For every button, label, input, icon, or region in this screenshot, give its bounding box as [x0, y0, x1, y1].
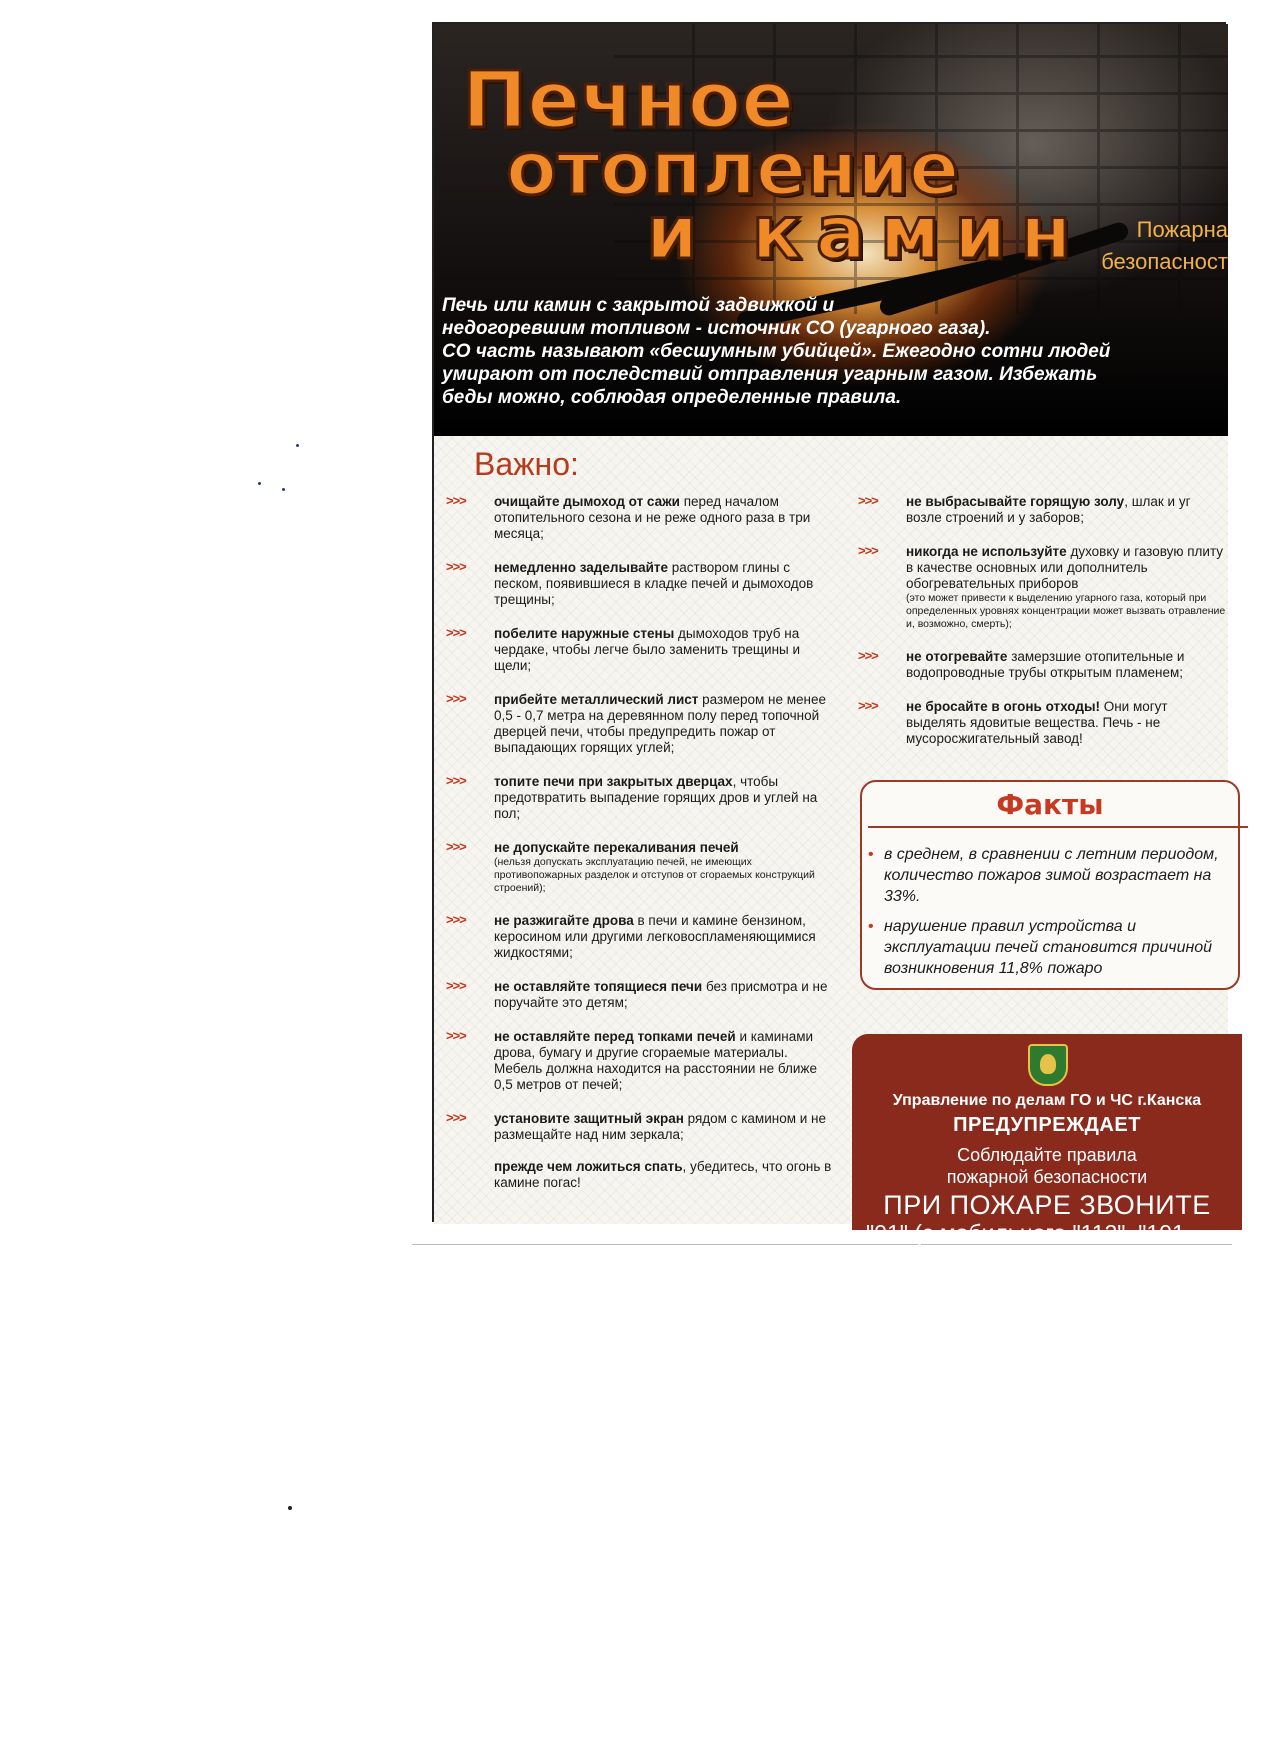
rule-item [442, 626, 832, 674]
bullet-dot-icon: • [868, 918, 874, 935]
rule-text: Они могут выделять ядовитые вещества. Печь - не мусоросжигательный завод! [906, 699, 1168, 746]
chevron-bullet-icon: >>> [446, 1110, 466, 1125]
intro-line: недогоревшим топливом - источник СО (угарного газа). [442, 318, 991, 339]
rule-emphasis: не допускайте перекаливания печей [494, 840, 739, 855]
rules-left-column [442, 494, 832, 1209]
title-line-1: Печное [462, 56, 795, 146]
facts-divider [868, 826, 1248, 828]
rule-item [442, 913, 832, 961]
rule-emphasis: установите защитный экран [494, 1111, 684, 1126]
chevron-bullet-icon: >>> [858, 698, 878, 713]
warning-fire-line: ПРИ ПОЖАРЕ ЗВОНИТЕ [883, 1190, 1211, 1220]
chevron-bullet-icon: >>> [446, 493, 466, 508]
rule-item [854, 544, 1228, 631]
title-line-3: и камин [646, 190, 1086, 276]
warning-call-to-action [852, 1144, 1242, 1188]
fact-item [868, 916, 1244, 979]
chevron-bullet-icon: >>> [858, 493, 878, 508]
scan-speck [288, 1506, 292, 1510]
subtitle-line-2: безопасност [1101, 249, 1228, 274]
rule-emphasis: не отогревайте [906, 649, 1008, 664]
city-emblem-icon [1028, 1044, 1068, 1086]
rule-emphasis: не оставляйте топящиеся печи [494, 979, 703, 994]
rule-item [442, 1111, 832, 1143]
rule-item [854, 699, 1228, 747]
rule-text: , шлак и уг возле строений и у заборов; [906, 494, 1191, 525]
rule-note: (это может привести к выделению угарного газа, который при определенных уровнях концентрации может вызвать отравление и, возможно, смерть); [906, 592, 1226, 630]
rule-emphasis: побелите наружные стены [494, 626, 675, 641]
emergency-phone-numbers: "01" (с мобильного "112", "101 [866, 1220, 1185, 1246]
intro-line: Печь или камин с закрытой задвижкой и [442, 295, 835, 316]
rule-text: раствором глины с песком, появившиеся в кладке печей и дымоходов трещины; [494, 560, 814, 607]
rule-item-final [442, 1159, 832, 1191]
hero-banner [434, 24, 1228, 436]
leaflet [432, 22, 1228, 1246]
facts-panel [860, 780, 1240, 990]
chevron-bullet-icon: >>> [446, 978, 466, 993]
rule-emphasis: прибейте металлический лист [494, 692, 699, 707]
chevron-bullet-icon: >>> [446, 912, 466, 927]
chevron-bullet-icon: >>> [446, 691, 466, 706]
scan-speck [282, 488, 285, 491]
intro-line: СО часть называют «бесшумным убийцей». Ежегодно сотни людей [442, 341, 1111, 362]
rule-text: без присмотра и не поручайте это детям; [494, 979, 828, 1010]
intro-line: беды можно, соблюдая определенные правила. [442, 387, 902, 408]
chevron-bullet-icon: >>> [446, 559, 466, 574]
fact-text: в среднем, в сравнении с летним периодом, количество пожаров зимой возрастает на 33%. [884, 846, 1219, 905]
rule-text: перед началом отопительного сезона и не реже одного раза в три месяца; [494, 494, 811, 541]
fact-text: нарушение правил устройства и эксплуатации печей становится причиной возникновения 11,8% пожаро [884, 918, 1213, 977]
title-line-2: отопление [506, 126, 960, 212]
rule-text: дымоходов труб на чердаке, чтобы легче было заменить трещины и щели; [494, 626, 801, 673]
rule-emphasis: не бросайте в огонь отходы! [906, 699, 1100, 714]
chevron-bullet-icon: >>> [446, 773, 466, 788]
rule-item [442, 1029, 832, 1093]
subtitle-line-1: Пожарна [1136, 217, 1228, 242]
rule-item [854, 649, 1228, 681]
warning-organization: Управление по делам ГО и ЧС г.Канска [892, 1092, 1202, 1109]
intro-text [442, 294, 1228, 409]
warning-heading: ПРЕДУПРЕЖДАЕТ [953, 1114, 1141, 1136]
rule-emphasis: топите печи при закрытых дверцах [494, 774, 733, 789]
chevron-bullet-icon: >>> [446, 625, 466, 640]
rule-emphasis: не оставляйте перед топками печей [494, 1029, 736, 1044]
fact-item [868, 844, 1244, 907]
rule-emphasis: никогда не используйте [906, 544, 1067, 559]
warning-call-line: пожарной безопасности [946, 1167, 1148, 1187]
scan-speck [258, 482, 261, 485]
rule-text: и каминами дрова, бумагу и другие сгораемые материалы. Мебель должна находится на расстоянии не ближе 0,5 метров от печей; [494, 1029, 817, 1092]
subtitle [1101, 214, 1228, 278]
chevron-bullet-icon: >>> [446, 839, 466, 854]
bullet-dot-icon: • [868, 846, 874, 863]
rules-right-column [854, 494, 1228, 765]
rule-text: размером не менее 0,5 - 0,7 метра на деревянном полу перед топочной дверцей печи, чтобы предупредить пожар от выпадающих горящих углей; [494, 692, 827, 755]
rule-text: в печи и камине бензином, керосином или другими легковоспламеняющимися жидкостями; [494, 913, 816, 960]
rule-emphasis: не выбрасывайте горящую золу [906, 494, 1125, 509]
rule-text: духовку и газовую плиту в качестве основных или дополнитель обогревательных приборов [906, 544, 1224, 591]
chevron-bullet-icon: >>> [858, 648, 878, 663]
chevron-bullet-icon: >>> [858, 543, 878, 558]
chevron-bullet-icon: >>> [446, 1028, 466, 1043]
rules-section [434, 436, 1228, 1246]
rule-text: , убедитесь, что огонь в камине погас! [494, 1159, 832, 1190]
rule-item [442, 692, 832, 756]
rule-emphasis: немедленно заделывайте [494, 560, 669, 575]
rule-item [442, 774, 832, 822]
rule-note: (нельзя допускать эксплуатацию печей, не имеющих противопожарных разделок и отступов от сгораемых конструкций строений); [494, 856, 815, 894]
rule-item [854, 494, 1228, 526]
rule-emphasis: не разжигайте дрова [494, 913, 634, 928]
rule-emphasis: прежде чем ложиться спать [494, 1159, 683, 1174]
rule-text: замерзшие отопительные и водопроводные трубы открытым пламенем; [906, 649, 1185, 680]
rule-item [442, 979, 832, 1011]
rule-emphasis: очищайте дымоход от сажи [494, 494, 680, 509]
intro-line: умирают от последствий отправления угарным газом. Избежать [442, 364, 1098, 385]
facts-heading: Факты [996, 788, 1104, 821]
warning-panel [852, 1034, 1242, 1246]
rule-item [442, 840, 832, 895]
rule-text: рядом с камином и не размещайте над ним зеркала; [494, 1111, 826, 1142]
important-heading: Важно: [474, 446, 579, 482]
scan-speck [296, 444, 299, 447]
rule-item [442, 494, 832, 542]
rule-item [442, 560, 832, 608]
warning-call-line: Соблюдайте правила [957, 1145, 1137, 1165]
rule-text: , чтобы предотвратить выпадение горящих дров и углей на пол; [494, 774, 818, 821]
